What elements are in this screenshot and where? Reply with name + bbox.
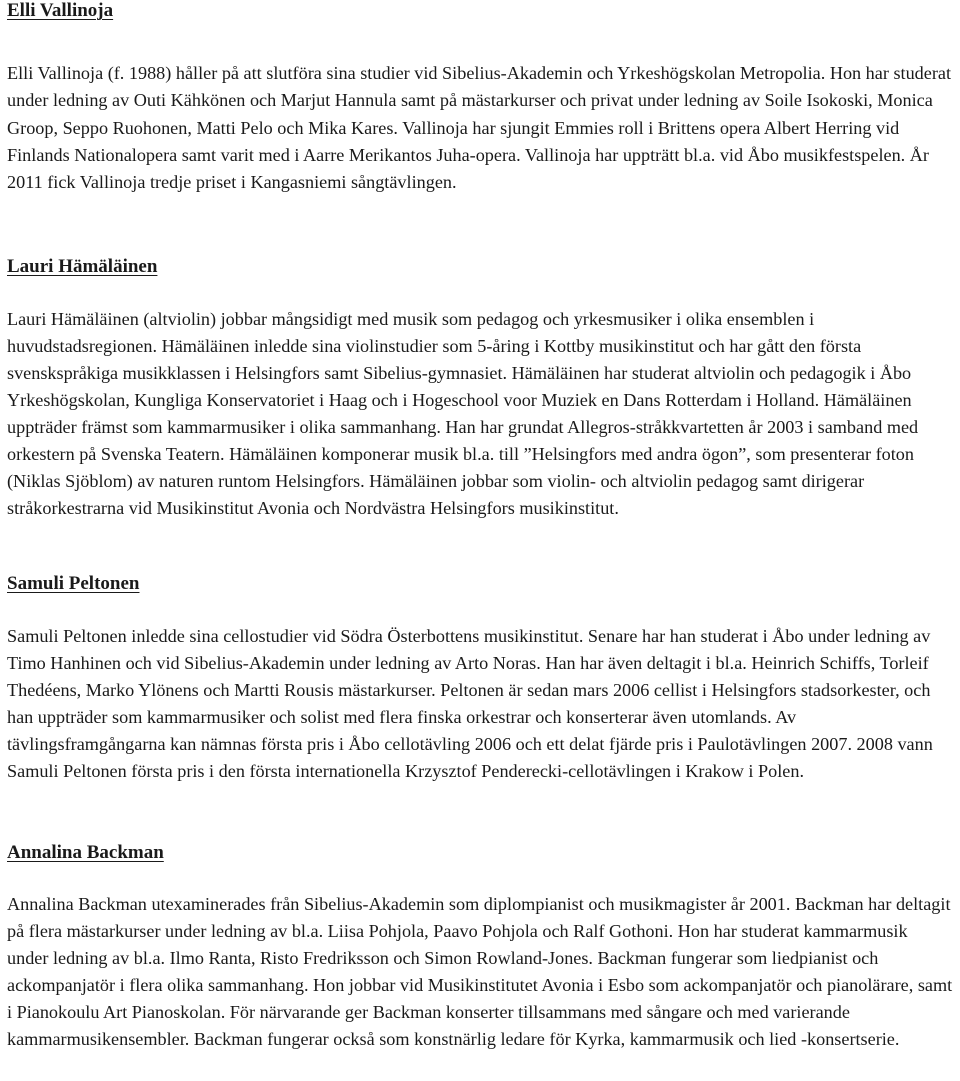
section-body-samuli-peltonen: Samuli Peltonen inledde sina cellostudier vid Södra Österbottens musikinstitut. Senare har han studerat i Åbo under ledning av Timo Hanhinen och vid Sibelius-Akademin under ledning av Arto Noras. Han har även deltagit i bl.a. Heinrich Schiffs, Torleif Thedéens, Marko Ylönens och Martti Rousis mästarkurser. Peltonen är sedan mars 2006 cellist i Helsingfors stadsorkester, och han uppträder som kammarmusiker och solist med flera finska orkestrar och konserterar även utomlands. Av tävlingsframgångarna kan nämnas första pris i Åbo cellotävling 2006 och ett delat fjärde pris i Paulotävlingen 2007. 2008 vann Samuli Peltonen första pris i den första internationella Krzysztof Penderecki-cellotävlingen i Krakow i Polen.	[7, 626, 933, 781]
section-heading-annalina-backman: Annalina Backman	[7, 842, 164, 863]
section-body-elli-vallinoja: Elli Vallinoja (f. 1988) håller på att slutföra sina studier vid Sibelius-Akademin och Yrkeshögskolan Metropolia. Hon har studerat under ledning av Outi Kähkönen och Marjut Hannula samt på mästarkurser och privat under ledning av Soile Isokoski, Monica Groop, Seppo Ruohonen, Matti Pelo och Mika Kares. Vallinoja har sjungit Emmies roll i Brittens opera Albert Herring vid Finlands Nationalopera samt varit med i Aarre Merikantos Juha-opera. Vallinoja har uppträtt bl.a. vid Åbo musikfestspelen. År 2011 fick Vallinoja tredje priset i Kangasniemi sångtävlingen.	[7, 63, 952, 193]
section-heading-elli-vallinoja: Elli Vallinoja	[7, 0, 114, 21]
section-heading-samuli-peltonen: Samuli Peltonen	[7, 573, 140, 594]
section-body-annalina-backman: Annalina Backman utexaminerades från Sibelius-Akademin som diplompianist och musikmagister år 2001. Backman har deltagit på flera mästarkurser under ledning av bl.a. Liisa Pohjola, Paavo Pohjola och Ralf Gothoni. Hon har studerat kammarmusik under ledning av bl.a. Ilmo Ranta, Risto Fredriksson och Simon Rowland-Jones. Backman fungerar som liedpianist och ackompanjatör i flera olika sammanhang. Hon jobbar vid Musikinstitutet Avonia i Esbo som ackompanjatör och pianolärare, samt i Pianokoulu Art Pianoskolan. För närvarande ger Backman konserter tillsammans med sångare och med varierande kammarmusikensembler. Backman fungerar också som konstnärlig ledare för Kyrka, kammarmusik och lied -konsertserie.	[7, 894, 953, 1049]
section-heading-lauri-hamalainen: Lauri Hämäläinen	[7, 256, 158, 277]
section-body-lauri-hamalainen: Lauri Hämäläinen (altviolin) jobbar mångsidigt med musik som pedagog och yrkesmusiker i olika ensemblen i huvudstadsregionen. Hämäläinen inledde sina violinstudier som 5-åring i Kottby musikinstitut och har gått den första svenskspråkiga musikklassen i Helsingfors samt Sibelius-gymnasiet. Hämäläinen har studerat altviolin och pedagogik i Åbo Yrkeshögskolan, Kungliga Konservatoriet i Haag och i Hogeschool voor Muziek en Dans Rotterdam i Holland. Hämäläinen uppträder främst som kammarmusiker i olika sammanhang. Han har grundat Allegros-stråkkvartetten år 2003 i samband med orkestern på Svenska Teatern. Hämäläinen komponerar musik bl.a. till ”Helsingfors med andra ögon”, som presenterar foton (Niklas Sjöblom) av naturen runtom Helsingfors. Hämäläinen jobbar som violin- och altviolin pedagog samt dirigerar stråkorkestrarna vid Musikinstitut Avonia och Nordvästra Helsingfors musikinstitut.	[7, 309, 919, 518]
